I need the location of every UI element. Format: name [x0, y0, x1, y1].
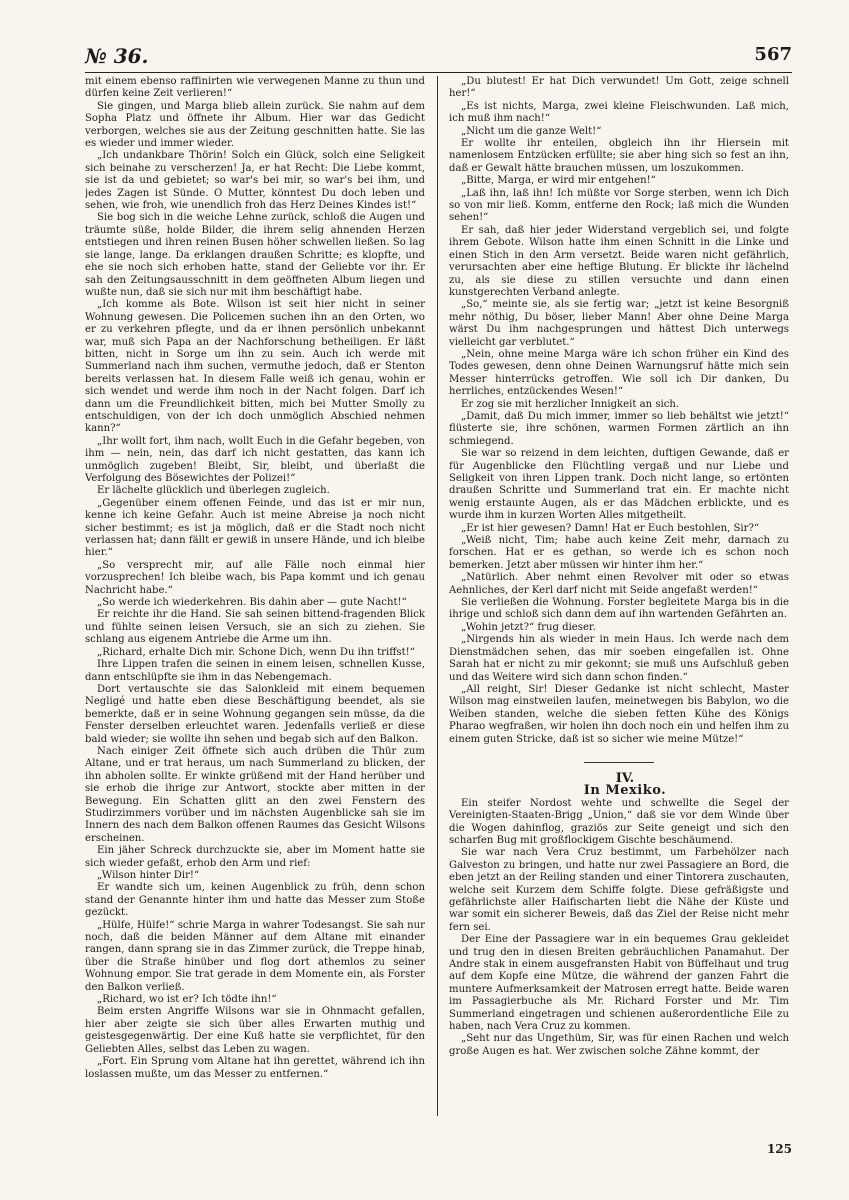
paragraph: Er reichte ihr die Hand. Sie sah seinen bittend-fragenden Blick und fühlte seinen leisen Versuch, sie an sich zu ziehen. Sie schlang aus eigenem Antriebe die Arme um ihn.	[85, 609, 425, 646]
paragraph: Sie gingen, und Marga blieb allein zurück. Sie nahm auf dem Sopha Platz und öffnete ihr Album. Hier war das Gedicht verborgen, welches sie aus der Zeitung geschnitten hatte. Sie las es wieder und immer wieder.	[85, 100, 425, 150]
paragraph: „Fort. Ein Sprung vom Altane hat ihn gerettet, während ich ihn loslassen mußte, um das Messer zu entfernen.“	[85, 1056, 425, 1080]
paragraph: Dort vertauschte sie das Salonkleid mit einem bequemen Negligé und hatte eben diese Beschäftigung beendet, als sie bemerkte, daß er in seine Wohnung gegangen sein müsse, da die Fenster derselben erleuchtet waren. Jedenfalls verließ er diese bald wieder; sie wollte ihn sehen und begab sich auf den Balkon.	[85, 683, 425, 745]
paragraph: „Du blutest! Er hat Dich verwundet! Um Gott, zeige schnell her!“	[449, 76, 789, 100]
paragraph: „Ich komme als Bote. Wilson ist seit hier nicht in seiner Wohnung gewesen. Die Policemen suchen ihn an den Orten, wo er zu verkehren pflegte, und da er ihnen persönlich unbekannt war, muß sich Papa an der Nachforschung betheiligen. Er läßt bitten, nicht in Sorge um ihn zu sein. Auch ich werde mit Summerland nach ihm suchen, vermuthe jedoch, daß er Stenton bereits verlassen hat. In diesem Falle weiß ich genau, wohin er sich wendet und werde ihm noch in der Nacht folgen. Darf ich dann um die Freundlichkeit bitten, mich bei Mutter Smolly zu entschuldigen, von der ich doch unmöglich Abschied nehmen kann?“	[85, 299, 425, 435]
paragraph: „Wilson hinter Dir!“	[97, 870, 200, 881]
paragraph: Sie war so reizend in dem leichten, duftigen Gewande, daß er für Augenblicke den Flüchtling vergaß und nur Liebe und Seligkeit von ihren Lippen trank. Doch nicht lange, so ertönten draußen Schritte und Summerland trat ein. Er machte nicht wenig erstaunte Augen, als er das Mädchen erblickte, und es wurde ihm in kurzen Worten Alles mitgetheilt.	[449, 448, 789, 522]
section-divider-rule	[584, 762, 654, 763]
paragraph: „Hülfe, Hülfe!“ schrie Marga in wahrer Todesangst. Sie sah nur noch, daß die beiden Männer auf dem Altane mit einander rangen, dann sprang sie in das Zimmer zurück, die Treppe hinab, über die Straße hinüber und flog dort athemlos zu seiner Wohnung empor. Sie trat gerade in dem Momente ein, als Forster den Balkon verließ.	[85, 919, 425, 993]
right-column-text-top	[449, 76, 789, 746]
paragraph: Sie bog sich in die weiche Lehne zurück, schloß die Augen und träumte süße, holde Bilder, die ihrem selig ahnenden Herzen entstiegen und ihren reinen Busen höher schwellen ließen. So lag sie lange, lange. Da erklangen draußen Schritte; es klopfte, und ehe sie noch sich erhoben hatte, stand der Geliebte vor ihr. Er sah den Zeitungsausschnitt in dem geöffneten Album liegen und wußte nun, daß sie sich nur mit ihm beschäftigt habe.	[85, 212, 425, 298]
paragraph: „Er ist hier gewesen? Damn! Hat er Euch bestohlen, Sir?“	[461, 522, 760, 534]
paragraph: Er sah, daß hier jeder Widerstand vergeblich sei, und folgte ihrem Gebote. Wilson hatte ihm einen Schnitt in die Linke und einen Stich in den Arm versetzt. Beide waren nicht gefährlich, verursachten aber eine heftige Blutung. Er blickte ihr lächelnd zu, als sie diese zu stillen versuchte und dann einen kunstgerechten Verband anlegte.	[449, 224, 789, 298]
paragraph: „Richard, wo ist er? Ich tödte ihn!“	[97, 994, 277, 1006]
issue-number: № 36.	[85, 44, 149, 68]
page-number: 567	[754, 44, 792, 65]
paragraph: Sie verließen die Wohnung. Forster begleitete Marga bis in die ihrige und schloß sich dann dem auf ihn wartenden Gefährten an.	[449, 597, 789, 621]
paragraph: Er lächelte glücklich und überlegen zugleich.	[97, 485, 330, 497]
paragraph: Sie war nach Vera Cruz bestimmt, um Farbehölzer nach Galveston zu bringen, und hatte nur zwei Passagiere an Bord, die eben jetzt an der Reiling standen und einer Tintorera zuschauten, welche seit Kurzem dem Schiffe folgte. Diese gefräßigste und gefährlichste aller Haifischarten liebt die Nähe der Küste und war somit ein sicherer Beweis, daß das Ziel der Reise nicht mehr fern sei.	[449, 847, 789, 933]
paragraph: mit einem ebenso raffinirten wie verwegenen Manne zu thun und dürfen keine Zeit verlieren!“	[85, 76, 425, 100]
column-divider	[437, 76, 438, 1116]
paragraph: „Bitte, Marga, er wird mir entgehen!“	[461, 175, 656, 187]
paragraph: „Nein, ohne meine Marga wäre ich schon früher ein Kind des Todes gewesen, denn ohne Deinen Warnungsruf hätte mich sein Messer hinterrücks getroffen. Wie soll ich Dir danken, Du herrliches, entzückendes Wesen!“	[449, 348, 789, 398]
right-column	[449, 76, 789, 1121]
section-title: In Mexiko.	[583, 783, 667, 799]
paragraph: „All reight, Sir! Dieser Gedanke ist nicht schlecht, Master Wilson mag einstweilen laufen, meinetwegen bis Babylon, wo die Weiben standen, welche die sieben fetten Kühe des Königs Pharao wegfraßen, wir holen ihn doch noch ein und helfen ihm zu einem guten Stricke, daß ist so sicher wie meine Mütze!“	[449, 683, 789, 745]
paragraph: Ein steifer Nordost wehte und schwellte die Segel der Vereinigten-Staaten-Brigg „Union,“ daß sie vor dem Winde über die Wogen dahinflog, graziös zur Seite geneigt und sich den scharfen Bug mit großflockigem Gischte beschäumend.	[449, 797, 789, 846]
paragraph: Ihre Lippen trafen die seinen in einem leisen, schnellen Kusse, dann entschlüpfte sie ihm in das Nebengemach.	[85, 659, 425, 683]
paragraph: „Seht nur das Ungethüm, Sir, was für einen Rachen und welch große Augen es hat. Wer zwischen solche Zähne kommt, der	[449, 1033, 789, 1057]
header-rule	[85, 72, 792, 73]
paragraph: „Gegenüber einem offenen Feinde, und das ist er mir nun, kenne ich keine Gefahr. Auch ist meine Abreise ja noch nicht sicher bestimmt; es ist ja möglich, daß er die Stadt noch nicht verlassen hat; dann fällt er gewiß in unsere Hände, und ich bleibe hier.“	[85, 497, 425, 559]
right-column-text-bottom	[449, 798, 789, 1059]
paragraph: Nach einiger Zeit öffnete sich auch drüben die Thür zum Altane, und er trat heraus, um nach Summerland zu blicken, der ihn abholen sollte. Er winkte grüßend mit der Hand herüber und sie erhob die ihrige zur Antwort, stockte aber mitten in der Bewegung. Ein Schatten glitt an den zwei Fenstern des Studirzimmers vorüber und im nächsten Augenblicke sah sie im Innern des nach dem Balkon offenen Raumes das Gesicht Wilsons erscheinen.	[85, 745, 425, 844]
paragraph: „Es ist nichts, Marga, zwei kleine Fleischwunden. Laß mich, ich muß ihm nach!“	[449, 100, 789, 125]
paragraph: „Nicht um die ganze Welt!“	[461, 125, 602, 137]
footer-page-number: 125	[766, 1142, 792, 1156]
paragraph: „Weiß nicht, Tim; habe auch keine Zeit mehr, darnach zu forschen. Hat er es gethan, so werde ich es schon noch bemerken. Jetzt aber müssen wir hinter ihm her.“	[449, 535, 789, 571]
paragraph: Ein jäher Schreck durchzuckte sie, aber im Moment hatte sie sich wieder gefaßt, erhob den Arm und rief:	[85, 845, 425, 869]
paragraph: Er zog sie mit herzlicher Innigkeit an sich.	[461, 398, 680, 410]
paragraph: „Nirgends hin als wieder in mein Haus. Ich werde nach dem Dienstmädchen sehen, das mir soeben eingefallen ist. Ohne Sarah hat er nicht zu mir gekonnt; sie muß uns Aufschluß geben und das Weitere wird sich dann schon finden.“	[449, 634, 789, 683]
paragraph: „So,“ meinte sie, als sie fertig war; „jetzt ist keine Besorgniß mehr nöthig, Du böser, lieber Mann! Aber ohne Deine Marga wärst Du ihm nachgesprungen und hättest Dich unterwegs vielleicht gar verblutet.“	[449, 299, 789, 348]
paragraph: „Wohin jetzt?“ frug dieser.	[461, 621, 596, 633]
paragraph: „Natürlich. Aber nehmt einen Revolver mit oder so etwas Aehnliches, der Kerl darf nicht mit Seide angefaßt werden!“	[449, 572, 789, 596]
paragraph: „So werde ich wiederkehren. Bis dahin aber — gute Nacht!“	[97, 597, 407, 609]
left-column	[85, 76, 425, 1121]
paragraph: Er wandte sich um, keinen Augenblick zu früh, denn schon stand der Genannte hinter ihm und hatte das Messer zum Stoße gezückt.	[85, 882, 425, 919]
paragraph: „So versprecht mir, auf alle Fälle noch einmal hier vorzusprechen! Ich bleibe wach, bis Papa kommt und ich genau Nachricht habe.“	[85, 559, 425, 596]
paragraph: „Damit, daß Du mich immer, immer so lieb behältst wie jetzt!“ flüsterte sie, ihre schönen, warmen Formen zärtlich an ihn schmiegend.	[449, 410, 789, 447]
section-number: IV.	[615, 770, 635, 786]
paragraph: „Ihr wollt fort, ihm nach, wollt Euch in die Gefahr begeben, von ihm — nein, nein, das darf ich nicht gestatten, das kann ich unmöglich zugeben! Bleibt, Sir, bleibt, und überlaßt die Verfolgung des Bösewichtes der Polizei!“	[85, 435, 425, 484]
page-header	[85, 44, 792, 70]
paragraph: Der Eine der Passagiere war in ein bequemes Grau gekleidet und trug den in diesen Breiten gebräuchlichen Panamahut. Der Andre stak in einem ausgefransten Habit von Büffelhaut und trug auf dem Kopfe eine Mütze, die während der ganzen Fahrt die muntere Aufmerksamkeit der Matrosen erregt hatte. Beide waren im Passagierbuche als Mr. Richard Forster und Mr. Tim Summerland eingetragen und schienen außerordentliche Eile zu haben, nach Vera Cruz zu kommen.	[449, 934, 789, 1033]
paragraph: „Richard, erhalte Dich mir. Schone Dich, wenn Du ihn triffst!“	[97, 646, 415, 658]
paragraph: „Laß ihn, laß ihn! Ich müßte vor Sorge sterben, wenn ich Dich so von mir ließ. Komm, entferne den Rock; laß mich die Wunden sehen!“	[449, 187, 789, 224]
paragraph: Beim ersten Angriffe Wilsons war sie in Ohnmacht gefallen, hier aber zeigte sie sich über alles Erwarten muthig und geistesgegenwärtig. Der eine Kuß hatte sie verpflichtet, für den Geliebten Alles, selbst das Leben zu wagen.	[85, 1006, 425, 1055]
paragraph: „Ich undankbare Thörin! Solch ein Glück, solch eine Seligkeit sich beinahe zu verscherzen! Ja, er hat Recht: Die Liebe kommt, sie ist da und gebietet; so war's bei mir, so war's bei ihm, und jedes Zagen ist Sünde. O Mutter, könntest Du doch leben und sehen, wie froh, wie unendlich froh das Herz Deines Kindes ist!“	[85, 150, 425, 212]
paragraph: Er wollte ihr enteilen, obgleich ihn ihr Hiersein mit namenlosem Entzücken erfüllte; sie aber hing sich so fest an ihn, daß er Gewalt hätte brauchen müssen, um loszukommen.	[449, 138, 789, 174]
